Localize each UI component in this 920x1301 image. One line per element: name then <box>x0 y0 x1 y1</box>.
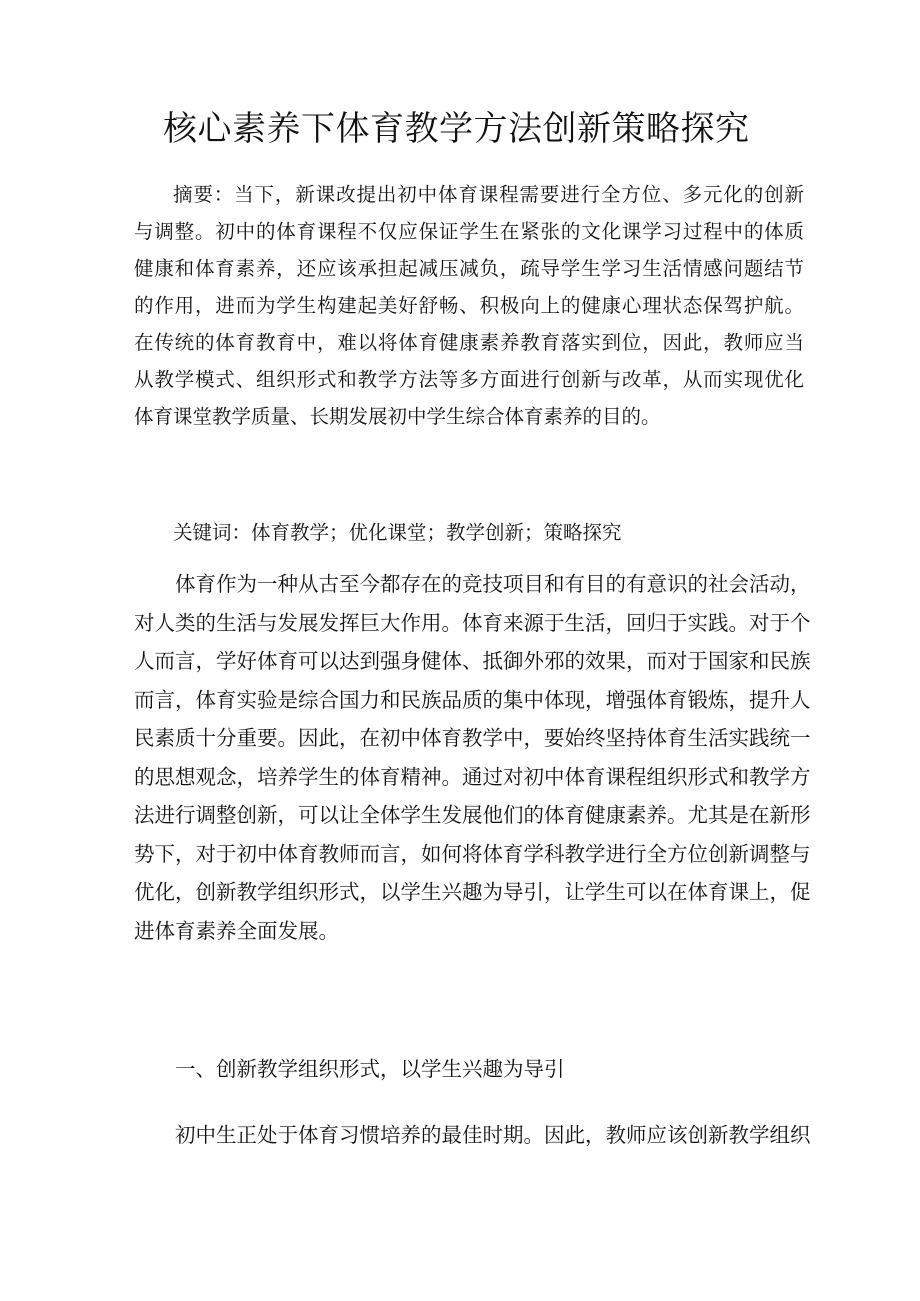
abstract-paragraph <box>134 176 804 435</box>
document-title: 核心素养下体育教学方法创新策略探究 <box>163 109 750 149</box>
body-line: 进体育素养全面发展。 <box>134 918 339 943</box>
body-line: 而言，体育实验是综合国力和民族品质的集中体现，增强体育锻炼，提升人 <box>134 687 811 712</box>
body-paragraph <box>134 565 811 950</box>
body-line: 的思想观念，培养学生的体育精神。通过对初中体育课程组织形式和教学方 <box>134 764 811 789</box>
abstract-line: 摘要：当下，新课改提出初中体育课程需要进行全方位、多元化的创新 <box>173 183 804 206</box>
body-line: 民素质十分重要。因此，在初中体育教学中，要始终坚持体育生活实践统一 <box>134 726 811 750</box>
abstract-line: 体育课堂教学质量、长期发展初中学生综合体育素养的目的。 <box>134 405 661 428</box>
abstract-line: 在传统的体育教育中，难以将体育健康素养教育落实到位，因此，教师应当 <box>134 331 804 354</box>
keywords-line: 关键词：体育教学；优化课堂；教学创新；策略探究 <box>173 521 622 544</box>
body-line: 优化，创新教学组织形式，以学生兴趣为导引，让学生可以在体育课上，促 <box>134 880 811 904</box>
section-paragraph-line: 初中生正处于体育习惯培养的最佳时期。因此，教师应该创新教学组织 <box>175 1123 811 1147</box>
body-line: 势下，对于初中体育教师而言，如何将体育学科教学进行全方位创新调整与 <box>134 841 811 866</box>
body-line: 体育作为一种从古至今都存在的竞技项目和有目的有意识的社会活动， <box>175 572 811 596</box>
abstract-line: 的作用，进而为学生构建起美好舒畅、积极向上的健康心理状态保驾护航。 <box>134 294 804 317</box>
body-line: 法进行调整创新，可以让全体学生发展他们的体育健康素养。尤其是在新形 <box>134 803 811 827</box>
body-line: 人而言，学好体育可以达到强身健体、抵御外邪的效果，而对于国家和民族 <box>134 649 811 673</box>
body-line: 对人类的生活与发展发挥巨大作用。体育来源于生活，回归于实践。对于个 <box>134 610 811 635</box>
abstract-line: 与调整。初中的体育课程不仅应保证学生在紧张的文化课学习过程中的体质 <box>134 220 804 243</box>
abstract-line: 健康和体育素养，还应该承担起减压减负，疏导学生学习生活情感问题结节 <box>134 257 804 280</box>
abstract-line: 从教学模式、组织形式和教学方法等多方面进行创新与改革，从而实现优化 <box>134 368 804 391</box>
section-heading: 一、创新教学组织形式，以学生兴趣为导引 <box>175 1057 565 1081</box>
